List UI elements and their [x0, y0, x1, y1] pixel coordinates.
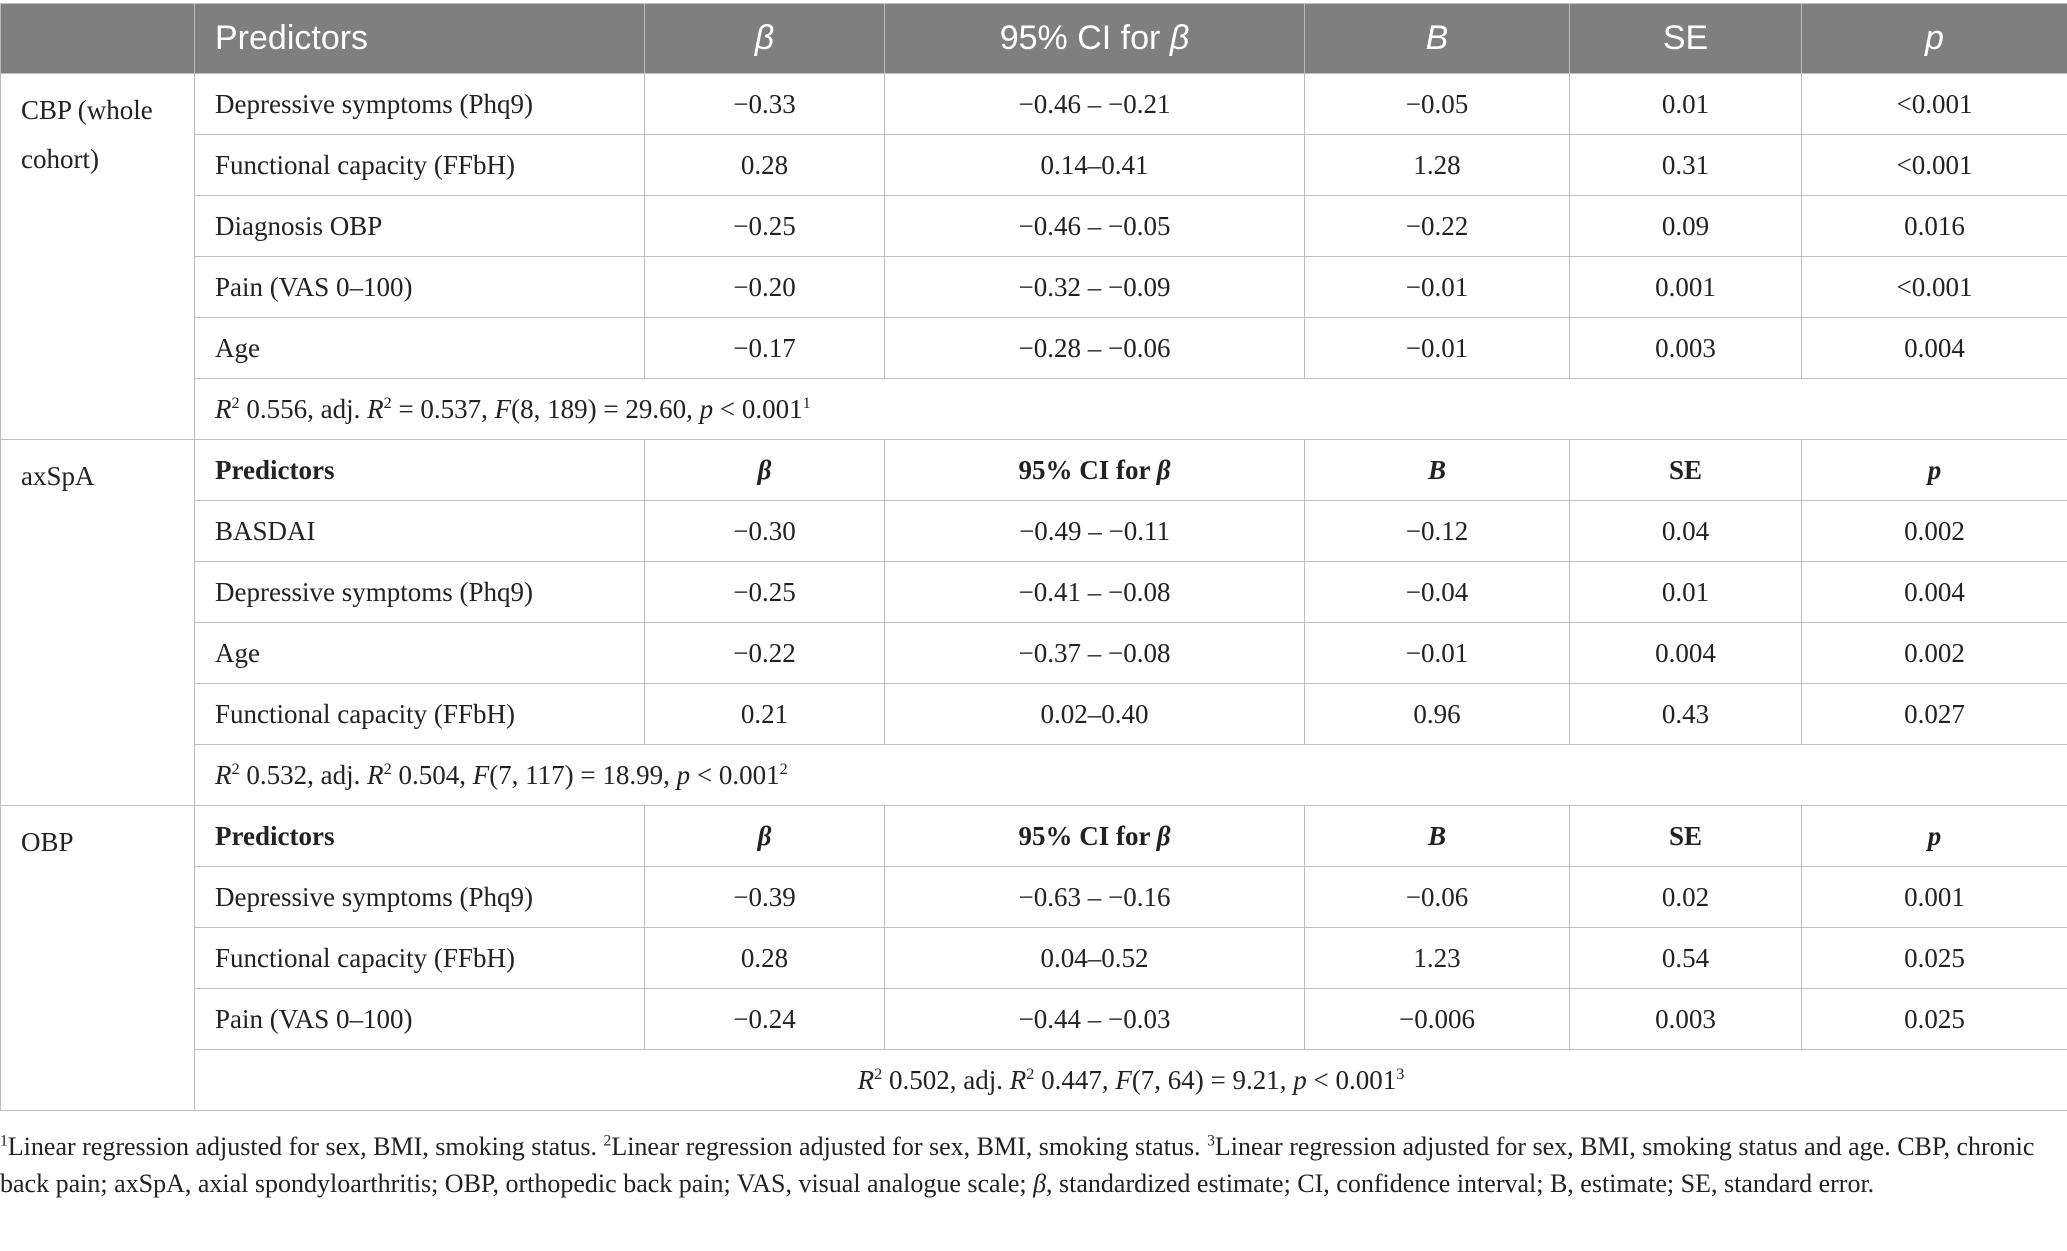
predictor-cell: Depressive symptoms (Phq9): [195, 74, 645, 135]
table-row: [1, 318, 2067, 379]
predictor-cell: Depressive symptoms (Phq9): [195, 867, 645, 928]
footnote-marker: 2: [603, 1132, 612, 1150]
predictor-cell: Age: [195, 623, 645, 684]
b-cell: 0.96: [1305, 684, 1570, 745]
sub-header-beta: β: [645, 806, 885, 867]
sub-header-se: SE: [1570, 806, 1802, 867]
model-stats-row: [1, 379, 2067, 440]
beta-cell: −0.25: [645, 562, 885, 623]
stat-f: (7, 64) = 9.21,: [1131, 1064, 1294, 1095]
p-cell: 0.025: [1802, 989, 2067, 1050]
model-stats-axspa: [195, 745, 2067, 806]
stat-r2: 0.502: [888, 1064, 950, 1095]
table-row: [1, 135, 2067, 196]
sub-header-predictors: Predictors: [195, 806, 645, 867]
group-label-obp: OBP: [1, 806, 195, 1111]
table-row: [1, 196, 2067, 257]
ci-cell: 0.14–0.41: [885, 135, 1305, 196]
sub-header-p: p: [1802, 440, 2067, 501]
stat-p: < 0.001: [1306, 1064, 1397, 1095]
se-cell: 0.01: [1570, 74, 1802, 135]
beta-cell: −0.30: [645, 501, 885, 562]
beta-cell: −0.33: [645, 74, 885, 135]
sub-header-ci: 95% CI for β: [885, 440, 1305, 501]
stat-adj-val: 0.447,: [1034, 1064, 1116, 1095]
stat-adj-val: = 0.537,: [391, 393, 495, 424]
p-cell: 0.004: [1802, 562, 2067, 623]
p-cell: 0.025: [1802, 928, 2067, 989]
table-row: [1, 989, 2067, 1050]
se-cell: 0.02: [1570, 867, 1802, 928]
model-stats-obp: [195, 1050, 2067, 1111]
table-header-row: [1, 4, 2067, 74]
stat-r-exp: 2: [231, 393, 240, 412]
footnote-beta-symbol: β: [1033, 1169, 1047, 1198]
predictor-cell: Functional capacity (FFbH): [195, 928, 645, 989]
sub-header-ci-beta: β: [1156, 454, 1171, 485]
b-cell: −0.006: [1305, 989, 1570, 1050]
p-cell: <0.001: [1802, 135, 2067, 196]
stat-r-symbol: R: [367, 759, 384, 790]
stat-p-symbol: p: [676, 759, 691, 790]
stat-p-symbol: p: [1293, 1064, 1307, 1095]
stat-r-symbol: R: [857, 1064, 875, 1095]
table-row: [1, 501, 2067, 562]
ci-cell: −0.46 – −0.05: [885, 196, 1305, 257]
p-cell: 0.002: [1802, 623, 2067, 684]
b-cell: −0.04: [1305, 562, 1570, 623]
model-stats-row: [1, 1050, 2067, 1111]
stat-p-symbol: p: [699, 393, 714, 424]
stat-r-symbol: R: [215, 393, 232, 424]
p-cell: 0.027: [1802, 684, 2067, 745]
predictor-cell: BASDAI: [195, 501, 645, 562]
table-row: [1, 623, 2067, 684]
sub-header-predictors: Predictors: [195, 440, 645, 501]
footnote-3: Linear regression adjusted for sex, BMI, smoking status and age. CBP, chronic back pain; axSpA, axial spondyloarthritis; OBP, orthopedic back pain; VAS, visual analogue scale;: [0, 1132, 2035, 1198]
ci-cell: −0.41 – −0.08: [885, 562, 1305, 623]
ci-cell: 0.04–0.52: [885, 928, 1305, 989]
header-beta: β: [645, 4, 885, 74]
stat-r-exp: 2: [231, 759, 240, 778]
stat-adj: , adj.: [307, 759, 368, 790]
stat-r2: 0.532: [246, 759, 308, 790]
p-cell: 0.016: [1802, 196, 2067, 257]
regression-table: [0, 3, 2067, 1111]
ci-cell: −0.63 – −0.16: [885, 867, 1305, 928]
sub-header-ci-beta: β: [1156, 820, 1171, 851]
sub-header-b: B: [1305, 806, 1570, 867]
table-footnotes: [0, 1128, 2050, 1202]
stat-f-symbol: F: [472, 759, 490, 790]
table-row: [1, 257, 2067, 318]
p-cell: 0.004: [1802, 318, 2067, 379]
b-cell: −0.01: [1305, 257, 1570, 318]
table-row: [1, 928, 2067, 989]
table-row: [1, 684, 2067, 745]
beta-cell: −0.39: [645, 867, 885, 928]
footnote-ref: 3: [1396, 1064, 1405, 1083]
stat-f-symbol: F: [494, 393, 512, 424]
footnote-1: Linear regression adjusted for sex, BMI, smoking status.: [7, 1132, 604, 1161]
footnote-2: Linear regression adjusted for sex, BMI, smoking status.: [611, 1132, 1208, 1161]
predictor-cell: Pain (VAS 0–100): [195, 257, 645, 318]
b-cell: −0.05: [1305, 74, 1570, 135]
footnote-marker: 1: [0, 1132, 8, 1150]
stat-r2: 0.556: [246, 393, 308, 424]
footnote-3-tail: , standardized estimate; CI, confidence interval; B, estimate; SE, standard error.: [1046, 1169, 1875, 1198]
predictor-cell: Depressive symptoms (Phq9): [195, 562, 645, 623]
stat-r-symbol: R: [367, 393, 384, 424]
beta-cell: −0.24: [645, 989, 885, 1050]
header-ci-label: 95% CI for: [999, 19, 1170, 57]
regression-table-container: [0, 3, 2067, 1111]
se-cell: 0.001: [1570, 257, 1802, 318]
ci-cell: 0.02–0.40: [885, 684, 1305, 745]
b-cell: −0.01: [1305, 318, 1570, 379]
stat-f: (7, 117) = 18.99,: [489, 759, 677, 790]
beta-cell: 0.21: [645, 684, 885, 745]
stat-r-exp: 2: [383, 393, 392, 412]
table-row: [1, 562, 2067, 623]
sub-header-se: SE: [1570, 440, 1802, 501]
header-predictors: Predictors: [195, 4, 645, 74]
header-ci: [885, 4, 1305, 74]
se-cell: 0.003: [1570, 318, 1802, 379]
beta-cell: −0.25: [645, 196, 885, 257]
p-cell: 0.002: [1802, 501, 2067, 562]
b-cell: −0.12: [1305, 501, 1570, 562]
stat-r-exp: 2: [874, 1064, 883, 1083]
ci-cell: −0.46 – −0.21: [885, 74, 1305, 135]
header-b: B: [1305, 4, 1570, 74]
header-group-cell: [1, 4, 195, 74]
b-cell: 1.23: [1305, 928, 1570, 989]
ci-cell: −0.44 – −0.03: [885, 989, 1305, 1050]
se-cell: 0.04: [1570, 501, 1802, 562]
se-cell: 0.004: [1570, 623, 1802, 684]
sub-header-p: p: [1802, 806, 2067, 867]
stat-r-symbol: R: [1009, 1064, 1027, 1095]
beta-cell: 0.28: [645, 135, 885, 196]
stat-adj-val: 0.504,: [391, 759, 473, 790]
beta-cell: 0.28: [645, 928, 885, 989]
header-ci-beta: β: [1169, 19, 1190, 57]
stat-adj: , adj.: [307, 393, 368, 424]
header-p: p: [1802, 4, 2067, 74]
stat-f-symbol: F: [1115, 1064, 1132, 1095]
footnote-marker: 3: [1207, 1132, 1215, 1150]
p-cell: 0.001: [1802, 867, 2067, 928]
predictor-cell: Functional capacity (FFbH): [195, 684, 645, 745]
p-cell: <0.001: [1802, 74, 2067, 135]
ci-cell: −0.32 – −0.09: [885, 257, 1305, 318]
beta-cell: −0.22: [645, 623, 885, 684]
se-cell: 0.31: [1570, 135, 1802, 196]
table-row: [1, 867, 2067, 928]
ci-cell: −0.28 – −0.06: [885, 318, 1305, 379]
predictor-cell: Pain (VAS 0–100): [195, 989, 645, 1050]
se-cell: 0.01: [1570, 562, 1802, 623]
sub-header-row: [1, 806, 2067, 867]
p-cell: <0.001: [1802, 257, 2067, 318]
b-cell: 1.28: [1305, 135, 1570, 196]
stat-adj: , adj.: [949, 1064, 1010, 1095]
model-stats-row: [1, 745, 2067, 806]
model-stats-cbp: [195, 379, 2067, 440]
ci-cell: −0.49 – −0.11: [885, 501, 1305, 562]
sub-header-b: B: [1305, 440, 1570, 501]
group-label-axspa: axSpA: [1, 440, 195, 806]
stat-r-symbol: R: [215, 759, 232, 790]
predictor-cell: Age: [195, 318, 645, 379]
stat-f: (8, 189) = 29.60,: [511, 393, 700, 424]
footnote-ref: 2: [779, 759, 788, 778]
se-cell: 0.43: [1570, 684, 1802, 745]
se-cell: 0.54: [1570, 928, 1802, 989]
sub-header-row: [1, 440, 2067, 501]
predictor-cell: Functional capacity (FFbH): [195, 135, 645, 196]
b-cell: −0.01: [1305, 623, 1570, 684]
b-cell: −0.22: [1305, 196, 1570, 257]
sub-header-beta: β: [645, 440, 885, 501]
stat-r-exp: 2: [383, 759, 392, 778]
ci-cell: −0.37 – −0.08: [885, 623, 1305, 684]
sub-header-ci: 95% CI for β: [885, 806, 1305, 867]
group-label-cbp: CBP (whole cohort): [1, 74, 195, 440]
stat-r-exp: 2: [1026, 1064, 1035, 1083]
beta-cell: −0.17: [645, 318, 885, 379]
predictor-cell: Diagnosis OBP: [195, 196, 645, 257]
beta-cell: −0.20: [645, 257, 885, 318]
se-cell: 0.09: [1570, 196, 1802, 257]
table-row: [1, 74, 2067, 135]
b-cell: −0.06: [1305, 867, 1570, 928]
header-se: SE: [1570, 4, 1802, 74]
se-cell: 0.003: [1570, 989, 1802, 1050]
stat-p: < 0.001: [690, 759, 780, 790]
footnote-ref: 1: [802, 393, 811, 412]
stat-p: < 0.001: [713, 393, 803, 424]
